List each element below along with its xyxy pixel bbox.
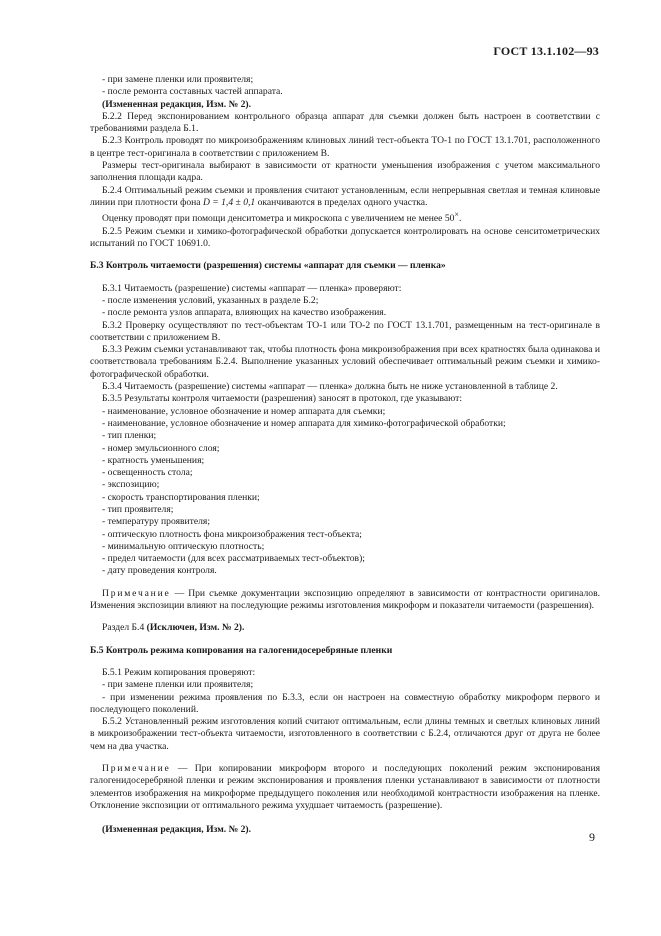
section-heading-b5: Б.5 Контроль режима копирования на галогенидосеребряные пленки <box>90 644 393 656</box>
note-1 <box>90 588 600 613</box>
list-item: - при замене пленки или проявителя; <box>102 74 254 85</box>
list-item: - минимальную оптическую плотность; <box>102 540 265 552</box>
paragraph-b24-text-b: оканчиваются в пределах одного участка. <box>255 196 428 208</box>
paragraph-b4 <box>90 622 600 634</box>
paragraph-b52: Б.5.2 Установленный режим изготовления копий считают оптимальным, если длины темных и светлых клиновых линий в микроизображении тест-объекта читаемости, изготовленного в соответствии с Б.2.4, отличаются друг от друга не более чем на два участка. <box>90 716 600 752</box>
paragraph-b22: Б.2.2 Перед экспонированием контрольного образца аппарат для съемки должен быть настроен в соответствии с требованиями раздела Б.1. <box>90 110 600 135</box>
list-item: - номер эмульсионного слоя; <box>102 442 220 454</box>
paragraph-b25: Б.2.5 Режим съемки и химико-фотографической обработки допускается контролировать на основе сенситометрических испытаний по ГОСТ 10691.0. <box>90 225 600 250</box>
paragraph-b23: Б.2.3 Контроль проводят по микроизображениям клиновых линий тест-объекта ТО-1 по ГОСТ 13.1.701, расположенного в центре тест-оригинала в соответствии с приложением В. <box>90 135 600 159</box>
paragraph-b4-label: Раздел Б.4 <box>102 622 147 634</box>
paragraph-b34: Б.3.4 Читаемость (разрешение) системы «аппарат — пленка» должна быть не ниже установленной в таблице 2. <box>102 381 558 393</box>
list-item: - наименование, условное обозначение и номер аппарата для химико-фотографической обработки; <box>102 417 506 429</box>
list-item: - после изменения условий, указанных в разделе Б.2; <box>102 294 319 306</box>
list-item: - тип проявителя; <box>102 503 174 515</box>
paragraph-b32: Б.3.2 Проверку осуществляют по тест-объектам ТО-1 или ТО-2 по ГОСТ 13.1.701, размещенным на тест-оригинале в соответствии с приложением В. <box>90 319 600 343</box>
paragraph-b33: Б.3.3 Режим съемки устанавливают так, чтобы плотность фона микроизображения при всех кратностях была одинакова и соответствовала требованиям Б.2.4. Выполнение указанных условий обеспечивает оптимальный режим съемки и химико-фотографической обработки. <box>90 344 600 380</box>
paragraph-sizes: Размеры тест-оригинала выбирают в зависимости от кратности уменьшения изображения с учетом максимального заполнения площади кадра. <box>90 160 600 184</box>
paragraph-b24 <box>90 185 600 210</box>
list-item: - кратность уменьшения; <box>102 454 205 466</box>
note-1-text: — При съемке документации экспозицию определяют в зависимости от контрастности оригиналов. Изменения экспозиции влияют на последующие режимы изготовления микроформ и показатели читаемости (разрешения). <box>90 587 600 612</box>
list-item: - освещенность стола; <box>102 467 193 479</box>
paragraph-b31: Б.3.1 Читаемость (разрешение) системы «аппарат — пленка» проверяют: <box>102 282 402 294</box>
list-item: - оптическую плотность фона микроизображения тест-объекта; <box>102 528 362 540</box>
paragraph-evaluation <box>90 209 600 225</box>
section-heading-b3: Б.3 Контроль читаемости (разрешения) системы «аппарат для съемки — пленка» <box>90 260 446 272</box>
note-1-label: Примечание <box>102 587 171 599</box>
evaluation-text-b: . <box>458 213 462 225</box>
evaluation-text-a: Оценку проводят при помощи денситометра и микроскопа с увеличением не менее 50 <box>102 213 455 225</box>
list-item: - после ремонта узлов аппарата, влияющих на качество изображения. <box>102 307 387 319</box>
document-body <box>90 74 600 837</box>
note-2-label: Примечание <box>102 763 171 775</box>
list-item: - при замене пленки или проявителя; <box>102 679 254 691</box>
amendment-note-final: (Измененная редакция, Изм. № 2). <box>102 824 252 836</box>
page-number: 9 <box>589 830 595 844</box>
paragraph-b51: Б.5.1 Режим копирования проверяют: <box>102 666 256 678</box>
list-item: - наименование, условное обозначение и номер аппарата для съемки; <box>102 405 386 417</box>
paragraph-b24-text-a: Б.2.4 Оптимальный режим съемки и проявления считают установленным, если непрерывная светлая и темная клиновые линии при плотности фона <box>90 184 600 208</box>
list-item: - тип пленки; <box>102 430 157 442</box>
note-2-text: — При копировании микроформ второго и последующих поколений режим экспонирования галогенидосеребряной пленки и режим экспонирования и проявления пленки устанавливают в зависимости от плотности элементов изображения на микроформе предыдущего поколения или необходимой контрастности изображения на пленке. Отклонение экспозиции от оптимального режима ухудшает читаемость (разрешение). <box>90 763 600 811</box>
magnification-sign: × <box>454 210 459 220</box>
document-header: ГОСТ 13.1.102—93 <box>493 44 599 58</box>
paragraph-b24-formula: D = 1,4 ± 0,1 <box>202 196 256 208</box>
list-item: - скорость транспортирования пленки; <box>102 491 260 503</box>
note-2 <box>90 763 600 812</box>
list-item: - предел читаемости (для всех рассматриваемых тест-объектов); <box>102 553 365 565</box>
list-item: - экспозицию; <box>102 479 160 491</box>
amendment-note: (Измененная редакция, Изм. № 2). <box>102 98 252 110</box>
list-item: - при изменении режима проявления по Б.3.3, если он настроен на совместную обработку микроформ первого и последующего поколений. <box>90 691 600 715</box>
paragraph-b35: Б.3.5 Результаты контроля читаемости (разрешения) заносят в протокол, где указывают: <box>102 393 463 405</box>
paragraph-b4-excluded: (Исключен, Изм. № 2). <box>146 622 245 634</box>
list-item: - дату проведения контроля. <box>102 565 217 577</box>
list-item: - температуру проявителя; <box>102 516 210 528</box>
list-item: - после ремонта составных частей аппарата. <box>102 86 283 98</box>
